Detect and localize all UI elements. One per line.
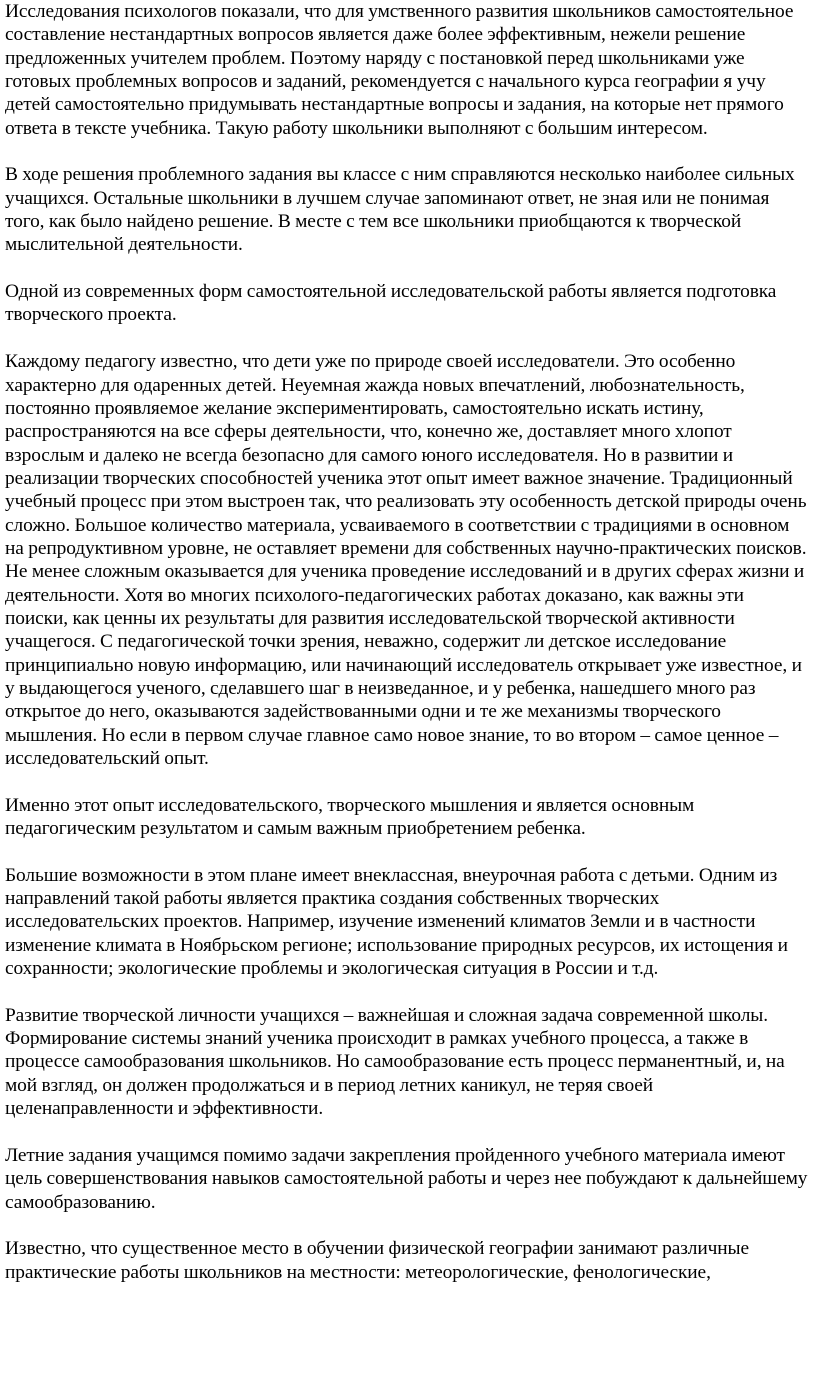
paragraph-4: Каждому педагогу известно, что дети уже по природе своей исследователи. Это особенно характерно для одаренных детей. Неуемная жажда новых впечатлений, любознательность, постоянно проявляемое желание экспериментировать, самостоятельно искать истину, распространяются на все сферы деятельности, что, конечно же, доставляет много хлопот взрослым и далеко не всегда безопасно для самого юного исследователя. Но в развитии и реализации творческих способностей ученика этот опыт имеет важное значение. Традиционный учебный процесс при этом выстроен так, что реализовать эту особенность детской природы очень сложно. Большое количество материала, усваиваемого в соответствии с традициями в основном на репродуктивном уровне, не оставляет времени для собственных научно-практических поисков. Не менее сложным оказывается для ученика проведение исследований и в других сферах жизни и деятельности. Хотя во многих психолого-педагогических работах доказано, как важны эти поиски, как ценны их результаты для развития исследовательской творческой активности учащегося. С педагогической точки зрения, неважно, содержит ли детское исследование принципиально новую информацию, или начинающий исследователь открывает уже известное, и у выдающегося ученого, сделавшего шаг в неизведанное, и у ребенка, нашедшего много раз открытое до него, оказываются задействованными одни и те же механизмы творческого мышления. Но если в первом случае главное само новое знание, то во втором – самое ценное – исследовательский опыт.: [5, 351, 807, 769]
paragraph-6: Большие возможности в этом плане имеет внеклассная, внеурочная работа с детьми. Одним из направлений такой работы является практика создания собственных творческих исследовательских проектов. Например, изучение изменений климатов Земли и в частности изменение климата в Ноябрьском регионе; использование природных ресурсов, их истощения и сохранности; экологические проблемы и экологическая ситуация в России и т.д.: [5, 864, 788, 980]
paragraph-3: Одной из современных форм самостоятельной исследовательской работы является подготовка творческого проекта.: [5, 281, 777, 326]
paragraph-8: Летние задания учащимся помимо задачи закрепления пройденного учебного материала имеют цель совершенствования навыков самостоятельной работы и через нее побуждают к дальнейшему самообразованию.: [5, 1144, 808, 1213]
paragraph-5: Именно этот опыт исследовательского, творческого мышления и является основным педагогическим результатом и самым важным приобретением ребенка.: [5, 794, 695, 840]
paragraph-9: Известно, что существенное место в обучении физической географии занимают различные практические работы школьников на местности: метеорологические, фенологические,: [5, 1238, 749, 1283]
paragraph-1: Исследования психологов показали, что для умственного развития школьников самостоятельное составление нестандартных вопросов является даже более эффективным, нежели решение предложенных учителем проблем. Поэтому наряду с постановкой перед школьниками уже готовых проблемных вопросов и заданий, рекомендуется с начального курса географии я учу детей самостоятельно придумывать нестандартные вопросы и задания, на которые нет прямого ответа в тексте учебника. Такую работу школьники выполняют с большим интересом.: [5, 1, 794, 139]
paragraph-2: В ходе решения проблемного задания вы классе с ним справляются несколько наиболее сильных учащихся. Остальные школьники в лучшем случае запоминают ответ, не зная или не понимая того, как было найдено решение. В месте с тем все школьники приобщаются к творческой мыслительной деятельности.: [5, 164, 795, 256]
paragraph-7: Развитие творческой личности учащихся – важнейшая и сложная задача современной школы. Формирование системы знаний ученика происходит в рамках учебного процесса, а также в процессе самообразования школьников. Но самообразование есть процесс перманентный, и, на мой взгляд, он должен продолжаться и в период летних каникул, не теряя своей целенаправленности и эффективности.: [5, 1004, 785, 1120]
